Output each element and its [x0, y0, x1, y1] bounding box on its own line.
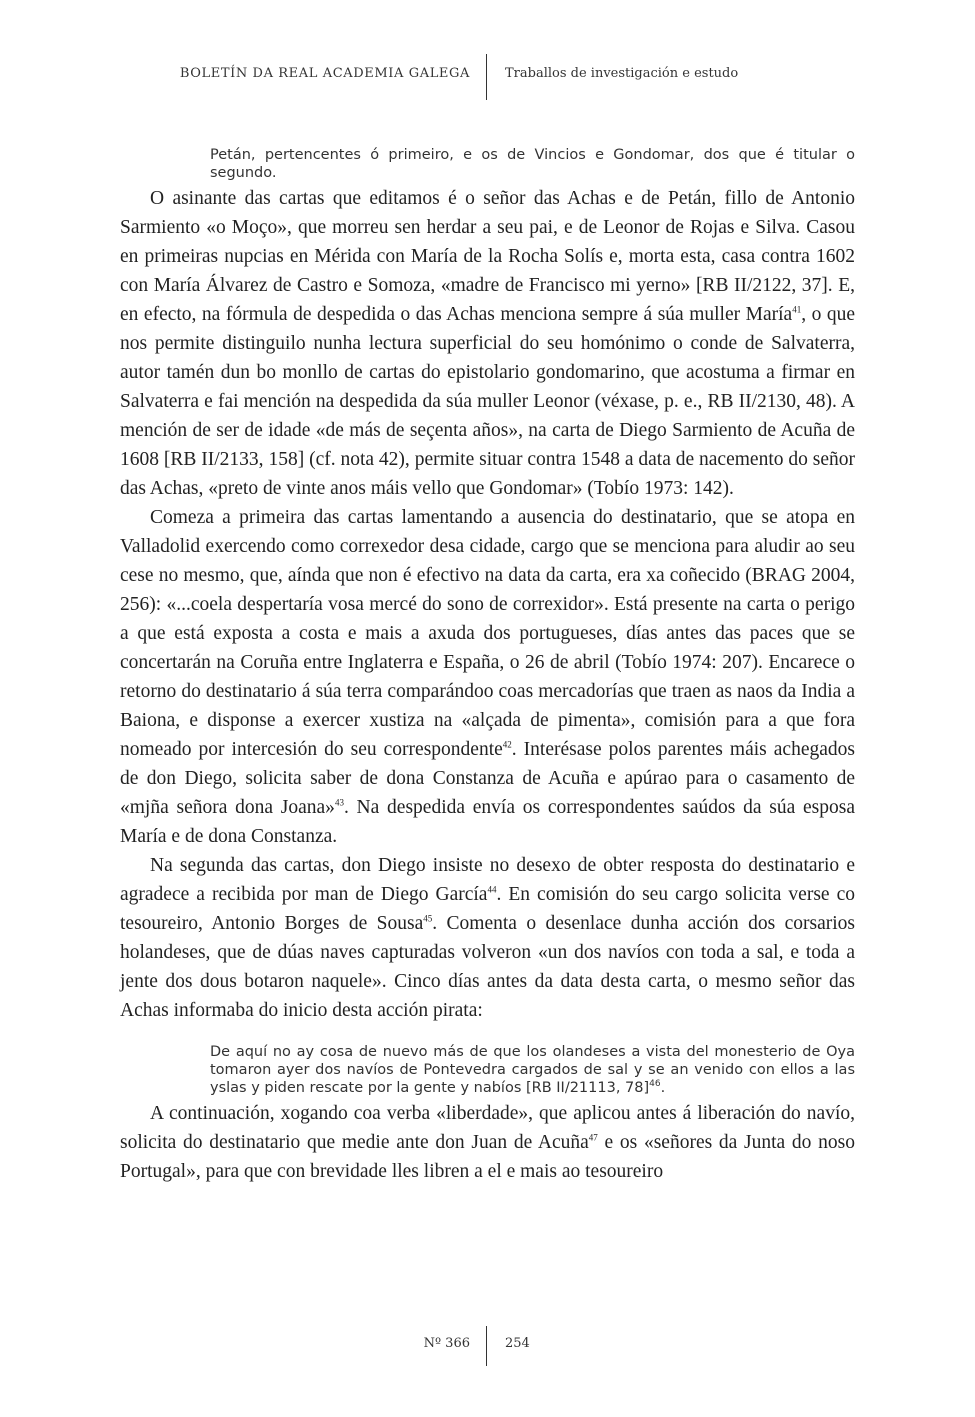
footnote-ref-45[interactable]: 45 [423, 913, 433, 924]
block-quote-letter [210, 1043, 855, 1097]
text-run: O asinante das cartas que editamos é o señor das Achas e de Petán, fillo de Antonio Sarmiento «o Moço», que morreu sen herdar a seu pai, e de Leonor de Rojas e Silva. Casou en primeiras nupcias en Mérida con María de la Rocha Solís e, morta esta, casa contra 1602 con María Álvarez de Castro e Somoza, «madre de Francisco mi yerno» [RB II/2122, 37]. E, en efecto, na fórmula de despedida o das Achas menciona sempre á súa muller María [120, 188, 855, 325]
paragraph-signatory [120, 184, 855, 503]
footnote-ref-41[interactable]: 41 [792, 304, 802, 315]
article-body [120, 146, 855, 1186]
footnote-ref-44[interactable]: 44 [487, 884, 497, 895]
text-run: . Comenta o desenlace dunha acción dos corsarios holandeses, que de dúas naves capturadas volveron «un dos navíos con toda a sal, e toda a jente dos dous botaron naquele». Cinco días antes da data desta carta, o mesmo señor das Achas informaba do inicio desta acción pirata: [120, 913, 856, 1021]
journal-title: BOLETÍN DA REAL ACADEMIA GALEGA [179, 66, 470, 81]
text-run: De aquí no ay cosa de nuevo más de que los olandeses a vista del monesterio de Oya tomaron ayer dos navíos de Pontevedra cargados de sal y se an venido con ellos a las yslas y piden rescate por la gente y nabíos [RB II/21113, 78] [210, 1044, 855, 1096]
text-run: . Na despedida envía os correspondentes saúdos da súa esposa María e de dona Constanza. [120, 797, 855, 847]
footnote-ref-46[interactable]: 46 [649, 1079, 661, 1090]
footer-divider [486, 1326, 487, 1366]
text-run: Na segunda das cartas, don Diego insiste no desexo de obter resposta do destinatario e agradece a recibida por man de Diego García [120, 855, 855, 905]
text-run: . Interésase polos parentes máis achegados de don Diego, solicita saber de dona Constanza de Acuña e apúrao para o casamento de «mjña señora dona Joana» [120, 739, 855, 818]
text-run: . En comisión do seu cargo solicita verse co tesoureiro, Antonio Borges de Sousa [120, 884, 855, 934]
paragraph-continuation [120, 1099, 855, 1186]
text-run: A continuación, xogando coa verba «liberdade», que aplicou antes á liberación do navío, solicita do destinatario que medie ante don Juan de Acuña [120, 1103, 855, 1153]
text-run: . [660, 1080, 666, 1096]
text-run: e os «señores da Junta do noso Portugal», para que con brevidade lles libren a el e mais ao tesoureiro [120, 1132, 855, 1182]
text-run: Comeza a primeira das cartas lamentando a ausencia do destinatario, que se atopa en Valladolid exercendo como correxedor desa cidade, cargo que se menciona para aludir ao seu cese no mesmo, que, aínda que non é efectivo na data da carta, era xa coñecido (BRAG 2004, 256): «...coela despertaría vosa mercé do sono de correxidor». Está presente na carta o perigo a que está exposta a costa e mais a axuda dos portugueses, días antes das paces que se concertarán na Coruña entre Inglaterra e España, o 26 de abril (Tobío 1974: 207). Encarece o retorno do destinatario á súa terra comparándoo coas mercadorías que traen as naos da India a Baiona, e disponse a exercer xustiza na «alçada de pimenta», comisión para a que fora nomeado por intercesión do seu correspondente [120, 507, 855, 760]
footnote-ref-42[interactable]: 42 [502, 739, 512, 750]
block-quote-continued: Petán, pertencentes ó primeiro, e os de Vincios e Gondomar, dos que é titular o segundo. [210, 147, 855, 181]
footnote-ref-47[interactable]: 47 [588, 1132, 598, 1143]
page-number: 254 [505, 1336, 530, 1351]
page-footer [0, 1326, 975, 1366]
issue-number: Nº 366 [423, 1336, 470, 1351]
page-header [0, 62, 975, 102]
section-title: Traballos de investigación e estudo [505, 66, 739, 81]
paragraph-first-letter [120, 503, 855, 851]
text-run: , o que nos permite distinguilo nunha lectura superficial do seu homónimo o conde de Salvaterra, autor tamén dun bo monllo de cartas do epistolario gondomarino, que acostuma a firmar en Salvaterra e fai mención na despedida da súa muller Leonor (véxase, p. e., RB II/2130, 48). A mención de ser de idade «de más de seçenta años», na carta de Diego Sarmiento de Acuña de 1608 [RB II/2133, 158] (cf. nota 42), permite situar contra 1548 a data de nacemento do señor das Achas, «preto de vinte anos máis vello que Gondomar» (Tobío 1973: 142). [120, 304, 855, 499]
header-divider [486, 54, 487, 100]
footnote-ref-43[interactable]: 43 [334, 797, 344, 808]
paragraph-second-letter [120, 851, 855, 1025]
